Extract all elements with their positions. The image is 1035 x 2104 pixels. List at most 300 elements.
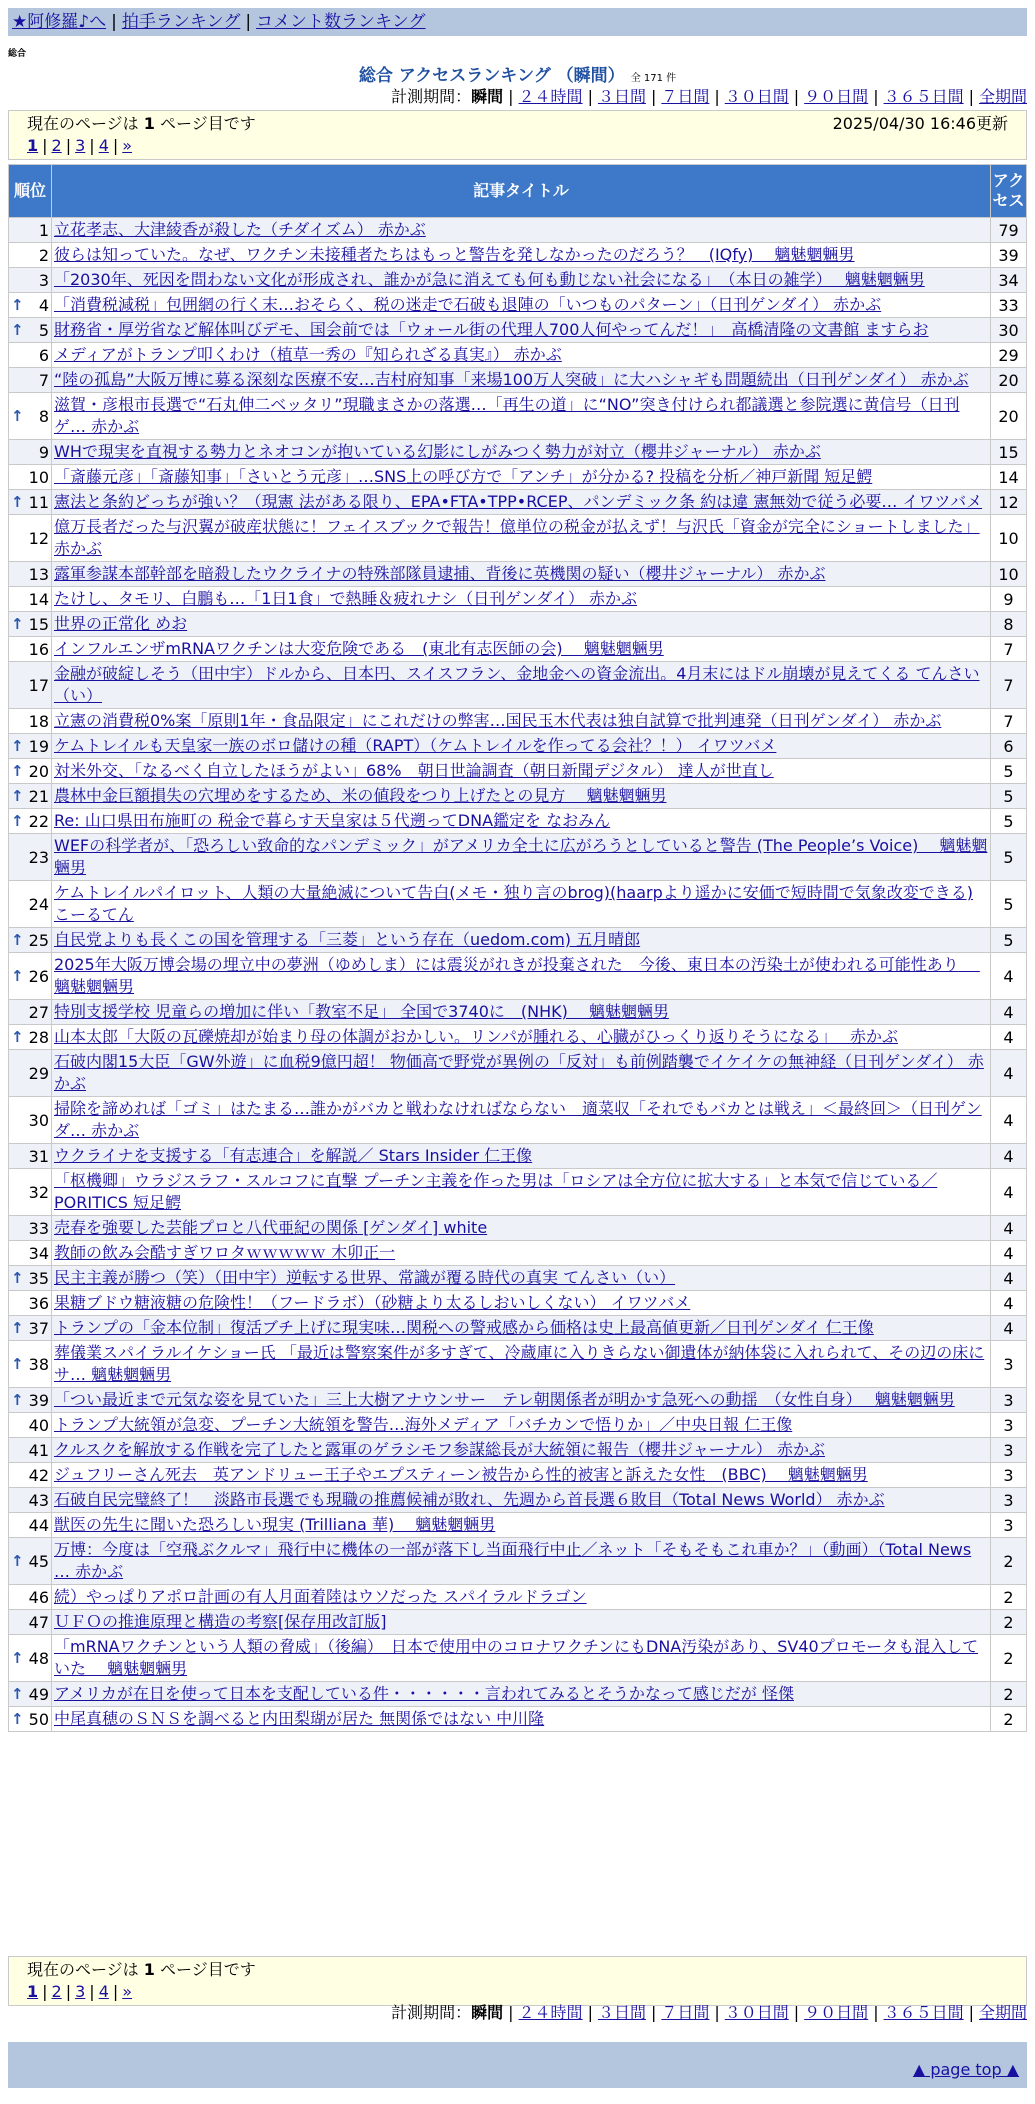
access-count: 5 [991,881,1026,927]
access-count: 33 [991,293,1026,317]
article-link[interactable]: 特別支援学校 児童らの増加に伴い「教室不足」 全国で3740に (NHK) 魑魅魍魎男 [54,1002,669,1021]
rank-number: 45 [28,1551,49,1571]
access-count: 20 [991,393,1026,439]
access-count: 4 [991,1316,1026,1340]
rank-cell [9,834,51,880]
title-cell [52,243,990,267]
rank-cell [9,318,51,342]
title-cell [52,515,990,561]
period-link-24h[interactable]: ２４時間 [518,2003,583,2022]
table-row [9,465,1026,489]
table-row [9,881,1026,927]
table-row [9,268,1026,292]
table-row [9,809,1026,833]
page-link-1[interactable]: 1 [27,1982,39,2001]
rank-up-arrow-icon: ↑ [11,1390,24,1409]
title-cell [52,1341,990,1387]
article-link[interactable]: 掃除を諦めれば「ゴミ」はたまる…誰かがバカと戦わなければならない 適菜収「それでもバカとは戦え」＜最終回＞（日刊ゲンダ… 赤かぶ [54,1099,982,1140]
access-count: 3 [991,1488,1026,1512]
access-count: 4 [991,1266,1026,1290]
rank-number: 46 [28,1587,49,1607]
rank-number: 16 [28,639,49,659]
table-row [9,928,1026,952]
title-cell [52,1050,990,1096]
article-link[interactable]: メディアがトランプ叩くわけ（植草一秀の『知られざる真実』） 赤かぶ [54,345,562,364]
period-link-90d[interactable]: ９０日間 [804,87,869,106]
access-count: 4 [991,1050,1026,1096]
period-link-365d[interactable]: ３６５日間 [883,2003,964,2022]
article-link[interactable]: ＵＦＯの推進原理と構造の考察[保存用改訂版] [54,1612,387,1631]
rank-up-arrow-icon: ↑ [11,1354,24,1373]
table-row [9,1463,1026,1487]
title-cell [52,734,990,758]
period-link-7d[interactable]: ７日間 [661,87,710,106]
article-link[interactable]: 「つい最近まで元気な姿を見ていた」三上大樹アナウンサー テレ朝関係者が明かす急死への動揺 （女性自身） 魑魅魍魎男 [54,1390,955,1409]
rank-number: 40 [28,1415,49,1435]
article-link[interactable]: 「枢機卿」ウラジスラフ・スルコフに直撃 プーチン主義を作った男は「ロシアは全方位に拡大する」と本気で信じている／PORITICS 短足鰐 [54,1171,938,1212]
rank-up-arrow-icon: ↑ [11,736,24,755]
page-link-2[interactable]: 2 [51,136,62,155]
rank-cell [9,953,51,999]
table-row [9,1707,1026,1731]
rank-cell [9,393,51,439]
rank-up-arrow-icon: ↑ [11,786,24,805]
title-cell [52,809,990,833]
access-count: 2 [991,1682,1026,1706]
article-link[interactable]: ケムトレイルも天皇家一族のボロ儲けの種（RAPT）（ケムトレイルを作ってる会社？！） イワツバメ [54,736,777,755]
article-link[interactable]: 立憲の消費税0%案「原則1年・食品限定」にこれだけの弊害…国民玉木代表は独自試算で批判連発（日刊ゲンダイ） 赤かぶ [54,711,942,730]
article-link[interactable]: 財務省・厚労省など解体叫びデモ、国会前では「ウォール街の代理人700人何やってんだ！」 高橋清隆の文書館 ますらお [54,320,929,339]
page-link-4[interactable]: 4 [98,136,109,155]
access-count: 2 [991,1610,1026,1634]
article-link[interactable]: 山本太郎「大阪の瓦礫焼却が始まり母の体調がおかしい。リンパが腫れる、心臓がひっくり返りそうになる」 赤かぶ [54,1027,898,1046]
period-link-all[interactable]: 全期間 [978,87,1027,106]
access-count: 7 [991,662,1026,708]
page-title [0,61,1035,86]
rank-number: 37 [28,1318,49,1338]
period-link-365d[interactable]: ３６５日間 [883,87,964,106]
access-count: 29 [991,343,1026,367]
rank-cell [9,1413,51,1437]
access-count: 3 [991,1341,1026,1387]
title-cell [52,393,990,439]
table-row [9,318,1026,342]
rank-up-arrow-icon: ↑ [11,1684,24,1703]
article-link[interactable]: 教師の飲み会酷すぎワロタｗｗｗｗｗ 木卯正一 [54,1243,396,1262]
access-count: 5 [991,928,1026,952]
title-cell [52,440,990,464]
table-row [9,218,1026,242]
rank-cell [9,1291,51,1315]
rank-cell [9,1050,51,1096]
period-link-30d[interactable]: ３０日間 [724,87,789,106]
ranking-table [8,164,1027,1732]
article-link[interactable]: 億万長者だった与沢翼が破産状態に！フェイスブックで報告！億単位の税金が払えず！与沢氏「資金が完全にショートしました」 赤かぶ [54,517,980,558]
rank-number: 49 [28,1684,49,1704]
article-link[interactable]: 憲法と条約どっちが強い？（現憲 法がある限り、EPA•FTA•TPP•RCEP、パンデミック条 約は違 憲無効で従う必要… イワツバメ [54,492,983,511]
next-page-link[interactable]: » [122,136,133,155]
page-link-3[interactable]: 3 [75,136,86,155]
article-link[interactable]: アメリカが在日を使って日本を支配している件・・・・・・言われてみるとそうかなって感じだが 怪傑 [54,1684,794,1703]
rank-number: 42 [28,1465,49,1485]
article-link[interactable]: 獣医の先生に聞いた恐ろしい現実 (Trilliana 華) 魑魅魍魎男 [54,1515,496,1534]
title-cell [52,587,990,611]
page-link-3[interactable]: 3 [75,1982,86,2001]
rank-cell [9,1341,51,1387]
table-row [9,1291,1026,1315]
access-count: 10 [991,562,1026,586]
access-count: 9 [991,587,1026,611]
table-row [9,734,1026,758]
rank-cell [9,1707,51,1731]
access-count: 5 [991,759,1026,783]
rank-number: 7 [38,370,49,390]
rank-cell [9,218,51,242]
table-row [9,490,1026,514]
period-link-3d[interactable]: ３日間 [597,87,646,106]
rank-number: 3 [38,270,49,290]
rank-number: 21 [28,786,49,806]
table-row [9,1169,1026,1215]
article-link[interactable]: ケムトレイルパイロット、人類の大量絶滅について告白(メモ・独り言のbrog)(haarpより遥かに安価で短時間で気象改変できる) こーるてん [54,883,973,924]
period-link-24h[interactable]: ２４時間 [518,87,583,106]
article-link[interactable]: ウクライナを支援する「有志連合」を解説／ Stars Insider 仁王像 [54,1146,533,1165]
access-count: 2 [991,1635,1026,1681]
article-link[interactable]: 2025年大阪万博会場の埋立中の夢洲（ゆめしま）には震災がれきが投棄された 今後、東日本の汚染土が使われる可能性あり 魑魅魍魎男 [54,955,980,996]
rank-up-arrow-icon: ↑ [11,1318,24,1337]
title-cell [52,1144,990,1168]
table-row [9,393,1026,439]
table-row [9,1610,1026,1634]
rank-cell [9,809,51,833]
rank-cell [9,928,51,952]
rank-cell [9,268,51,292]
rank-cell [9,1000,51,1024]
article-link[interactable]: Re: 山口県田布施町の 税金で暮らす天皇家は５代遡ってDNA鑑定を なおみん [54,811,611,830]
title-cell [52,1316,990,1340]
rank-up-arrow-icon: ↑ [11,614,24,633]
nav-link-comment-ranking[interactable]: コメント数ランキング [256,12,426,32]
nav-separator: | [245,12,252,32]
access-count: 6 [991,734,1026,758]
nav-link-applause-ranking[interactable]: 拍手ランキング [121,12,241,32]
title-cell [52,465,990,489]
rank-number: 10 [28,467,49,487]
table-row [9,834,1026,880]
rank-cell [9,440,51,464]
rank-up-arrow-icon: ↑ [11,1648,24,1667]
article-link[interactable]: 自民党よりも長くこの国を管理する「三菱」という存在（uedom.com) 五月晴郎 [54,930,641,949]
access-count: 12 [991,490,1026,514]
title-cell [52,293,990,317]
table-row [9,587,1026,611]
period-current: 瞬間 [471,87,504,106]
table-row [9,1097,1026,1143]
table-row [9,243,1026,267]
title-cell [52,1438,990,1462]
article-link[interactable]: 果糖ブドウ糖液糖の危険性！（フードラボ）（砂糖より太るしおいしくない） イワツバメ [54,1293,691,1312]
article-link[interactable]: 農林中金巨額損失の穴埋めをするため、米の値段をつり上げたとの見方 魑魅魍魎男 [54,786,667,805]
title-cell [52,1585,990,1609]
rank-number: 39 [28,1390,49,1410]
access-count: 8 [991,612,1026,636]
title-cell [52,834,990,880]
article-link[interactable]: 売春を強要した芸能プロと八代亜紀の関係 [ゲンダイ] white [54,1218,488,1237]
rank-number: 38 [28,1354,49,1374]
rank-up-arrow-icon: ↑ [11,811,24,830]
table-row [9,759,1026,783]
rank-cell [9,243,51,267]
rank-number: 44 [28,1515,49,1535]
page-top-link[interactable]: ▲ page top ▲ [912,2060,1019,2079]
article-link[interactable]: ジュフリーさん死去 英アンドリュー王子やエプスティーン被告から性的被害と訴えた女性 (BBC) 魑魅魍魎男 [54,1465,868,1484]
table-row [9,515,1026,561]
access-count: 2 [991,1538,1026,1584]
access-count: 4 [991,953,1026,999]
rank-cell [9,515,51,561]
footer-bar [8,2042,1027,2088]
rank-up-arrow-icon: ↑ [11,966,24,985]
rank-up-arrow-icon: ↑ [11,930,24,949]
article-link[interactable]: 「2030年、死因を問わない文化が形成され、誰かが急に消えても何も動じない社会になる」 （本日の雑学） 魑魅魍魎男 [54,270,925,289]
rank-cell [9,1144,51,1168]
title-cell [52,1488,990,1512]
rank-number: 14 [28,589,49,609]
rank-number: 33 [28,1218,49,1238]
rank-number: 13 [28,564,49,584]
page-link-4[interactable]: 4 [98,1982,109,2001]
access-count: 4 [991,1169,1026,1215]
article-link[interactable]: 民主主義が勝つ（笑）（田中宇）逆転する世界、常識が覆る時代の真実 てんさい（い） [54,1268,676,1287]
table-row [9,1144,1026,1168]
title-cell [52,1266,990,1290]
table-row [9,1388,1026,1412]
access-count: 7 [991,637,1026,661]
article-link[interactable]: 「mRNAワクチンという人類の脅威」（後編） 日本で使用中のコロナワクチンにもDNA汚染があり、SV40プロモータも混入していた 魑魅魍魎男 [54,1637,979,1678]
title-cell [52,1463,990,1487]
article-link[interactable]: 彼らは知っていた。なぜ、ワクチン未接種者たちはもっと警告を発しなかったのだろう？ (IQfy) 魑魅魍魎男 [54,245,855,264]
access-count: 3 [991,1388,1026,1412]
article-link[interactable]: トランプ大統領が急変、プーチン大統領を警告…海外メディア「バチカンで悟りか」／中央日報 仁王像 [54,1415,793,1434]
access-count: 4 [991,1025,1026,1049]
rank-cell [9,1513,51,1537]
title-cell [52,881,990,927]
rank-cell [9,1266,51,1290]
table-row [9,784,1026,808]
rank-up-arrow-icon: ↑ [11,1709,24,1728]
access-count: 5 [991,834,1026,880]
title-cell [52,1216,990,1240]
article-link[interactable]: 「消費税減税」包囲網の行く末…おそらく、税の迷走で石破も退陣の「いつものパターン」（日刊ゲンダイ） 赤かぶ [54,295,882,314]
rank-cell [9,1585,51,1609]
table-row [9,1241,1026,1265]
title-cell [52,637,990,661]
rank-number: 43 [28,1490,49,1510]
rank-number: 12 [28,528,49,548]
access-count: 3 [991,1463,1026,1487]
rank-number: 48 [28,1648,49,1668]
rank-up-arrow-icon: ↑ [11,1027,24,1046]
period-link-90d[interactable]: ９０日間 [804,2003,869,2022]
title-cell [52,784,990,808]
rank-number: 50 [28,1709,49,1729]
article-link[interactable]: 続）やっぱりアポロ計画の有人月面着陸はウソだった スパイラルドラゴン [54,1587,587,1606]
rank-number: 17 [28,675,49,695]
article-link[interactable]: 万博：今度は「空飛ぶクルマ」飛行中に機体の一部が落下し当面飛行中止／ネット「そもそもこれ車か？」（動画）（Total News … 赤かぶ [54,1540,972,1581]
title-cell [52,1635,990,1681]
current-page-text: 現在のページは 1 ページ目です [27,1960,256,1979]
rank-number: 9 [38,442,49,462]
access-count: 5 [991,784,1026,808]
article-link[interactable]: 露軍参謀本部幹部を暗殺したウクライナの特殊部隊員逮捕、背後に英機関の疑い（櫻井ジャーナル） 赤かぶ [54,564,826,583]
title-cell [52,759,990,783]
rank-number: 20 [28,761,49,781]
article-link[interactable]: “陸の孤島”大阪万博に募る深刻な医療不安…吉村府知事「来場100万人突破」に大ハシャギも問題続出（日刊ゲンダイ） 赤かぶ [54,370,969,389]
article-link[interactable]: 葬儀業スパイラルイケショー氏 「最近は警察案件が多すぎて、冷蔵庫に入りきらない御遺体が納体袋に入れられて、その辺の床にサ… 魑魅魍魎男 [54,1343,985,1384]
access-count: 3 [991,1513,1026,1537]
title-cell [52,1513,990,1537]
table-row [9,1488,1026,1512]
article-link[interactable]: 「斎藤元彦」「斎藤知事」「さいとう元彦」…SNS上の呼び方で「アンチ」が分かる? 投稿を分析／神戸新聞 短足鰐 [54,467,873,486]
access-count: 4 [991,1216,1026,1240]
article-link[interactable]: 立花孝志、大津綾香が殺した（チダイズム） 赤かぶ [54,220,426,239]
rank-cell [9,465,51,489]
title-cell [52,368,990,392]
title-cell [52,1097,990,1143]
rank-cell [9,881,51,927]
rank-number: 35 [28,1268,49,1288]
table-row [9,1438,1026,1462]
access-count: 20 [991,368,1026,392]
rank-number: 26 [28,966,49,986]
access-count: 4 [991,1291,1026,1315]
rank-number: 1 [38,220,49,240]
title-cell [52,1388,990,1412]
rank-cell [9,587,51,611]
table-row [9,293,1026,317]
title-cell [52,1291,990,1315]
rank-cell [9,1463,51,1487]
article-link[interactable]: 中尾真穂のＳＮＳを調べると内田梨瑚が居た 無関係ではない 中川隆 [54,1709,545,1728]
page-link-1[interactable]: 1 [27,136,39,155]
article-link[interactable]: トランプの「金本位制」復活ブチ上げに現実味…関税への警戒感から価格は史上最高値更新／日刊ゲンダイ 仁王像 [54,1318,874,1337]
period-link-7d[interactable]: ７日間 [661,2003,710,2022]
rank-number: 32 [28,1182,49,1202]
title-cell [52,1682,990,1706]
article-link[interactable]: インフルエンザmRNAワクチンは大変危険である (東北有志医師の会) 魑魅魍魎男 [54,639,664,658]
access-count: 15 [991,440,1026,464]
rank-cell [9,1025,51,1049]
article-link[interactable]: WEFの科学者が、「恐ろしい致命的なパンデミック」がアメリカ全土に広がろうとしていると警告 (The People’s Voice) 魑魅魍魎男 [54,836,988,877]
rank-cell [9,1241,51,1265]
rank-up-arrow-icon: ↑ [11,1268,24,1287]
article-link[interactable]: 滋賀・彦根市長選で“石丸伸二ベッタリ”現職まさかの落選…「再生の道」に“NO”突き付けられ都議選と参院選に黄信号（日刊ゲ… 赤かぶ [54,395,960,436]
period-link-all[interactable]: 全期間 [978,2003,1027,2022]
title-cell [52,1610,990,1634]
rank-cell [9,1169,51,1215]
rank-cell [9,562,51,586]
top-nav-bar [8,8,1027,36]
period-label: 計測期間： [391,2003,472,2022]
article-link[interactable]: 対米外交、「なるべく自立したほうがよい」68% 朝日世論調査（朝日新聞デジタル） 達人が世直し [54,761,774,780]
rank-cell [9,490,51,514]
title-cell [52,662,990,708]
table-row [9,662,1026,708]
access-count: 30 [991,318,1026,342]
item-count: 全 171 件 [630,73,677,84]
article-link[interactable]: たけし、タモリ、白鵬も…「1日1食」で熱睡＆疲れナシ（日刊ゲンダイ） 赤かぶ [54,589,638,608]
column-header-title: 記事タイトル [52,165,990,217]
next-page-link[interactable]: » [122,1982,133,2001]
title-cell [52,1538,990,1584]
column-header-access: アクセス [991,165,1026,217]
access-count: 3 [991,1438,1026,1462]
table-row [9,1585,1026,1609]
access-count: 4 [991,1144,1026,1168]
article-link[interactable]: 石破内閣15大臣「GW外遊」に血税9億円超！ 物価高で野党が異例の「反対」も前例踏襲でイケイケの無神経（日刊ゲンダイ） 赤かぶ [54,1052,984,1093]
period-selector-top: 計測期間：瞬間 | ２４時間 | ３日間 | ７日間 | ３０日間 | ９０日間 | ３６５日間 | 全期間 [391,87,1027,106]
table-row [9,709,1026,733]
period-label: 計測期間： [391,87,472,106]
rank-cell [9,709,51,733]
rank-cell [9,1216,51,1240]
pager-bottom: 現在のページは 1 ページ目です 1 | 2 | 3 | 4 | » [8,1956,1027,2006]
table-row [9,1316,1026,1340]
title-cell [52,612,990,636]
access-count: 3 [991,1413,1026,1437]
rank-up-arrow-icon: ↑ [11,295,24,314]
rank-number: 19 [28,736,49,756]
rank-number: 2 [38,245,49,265]
table-row [9,1216,1026,1240]
rank-number: 36 [28,1293,49,1313]
rank-number: 25 [28,930,49,950]
article-link[interactable]: 石破自民完璧終了！ 淡路市長選でも現職の推薦候補が敗れ、先週から首長選６敗目（Total News World） 赤かぶ [54,1490,885,1509]
rank-cell [9,662,51,708]
access-count: 79 [991,218,1026,242]
nav-link-asyura[interactable]: ★阿修羅♪へ [12,12,107,32]
period-link-3d[interactable]: ３日間 [597,2003,646,2022]
rank-number: 41 [28,1440,49,1460]
rank-cell [9,1316,51,1340]
rank-cell [9,1097,51,1143]
rank-number: 8 [38,406,49,426]
rank-number: 30 [28,1110,49,1130]
article-link[interactable]: クルスクを解放する作戦を完了したと露軍のゲラシモフ参謀総長が大統領に報告（櫻井ジャーナル） 赤かぶ [54,1440,826,1459]
current-page-text: 現在のページは 1 ページ目です [27,114,256,133]
rank-cell [9,293,51,317]
period-current: 瞬間 [471,2003,504,2022]
article-link[interactable]: 金融が破綻しそう（田中宇）ドルから、日本円、スイスフラン、金地金への資金流出。4月末にはドル崩壊が見えてくる てんさい（い） [54,664,980,705]
access-count: 4 [991,1000,1026,1024]
rank-number: 28 [28,1027,49,1047]
page-link-2[interactable]: 2 [51,1982,62,2001]
title-cell [52,490,990,514]
title-cell [52,1707,990,1731]
table-row [9,343,1026,367]
rank-cell [9,1682,51,1706]
rank-number: 15 [28,614,49,634]
period-link-30d[interactable]: ３０日間 [724,2003,789,2022]
updated-timestamp: 2025/04/30 16:46更新 [832,114,1008,133]
rank-number: 4 [38,295,49,315]
rank-number: 31 [28,1146,49,1166]
access-count: 34 [991,268,1026,292]
article-link[interactable]: 世界の正常化 めお [54,614,188,633]
article-link[interactable]: WHで現実を直視する勢力とネオコンが抱いている幻影にしがみつく勢力が対立（櫻井ジャーナル） 赤かぶ [54,442,821,461]
access-count: 4 [991,1097,1026,1143]
table-row [9,1025,1026,1049]
